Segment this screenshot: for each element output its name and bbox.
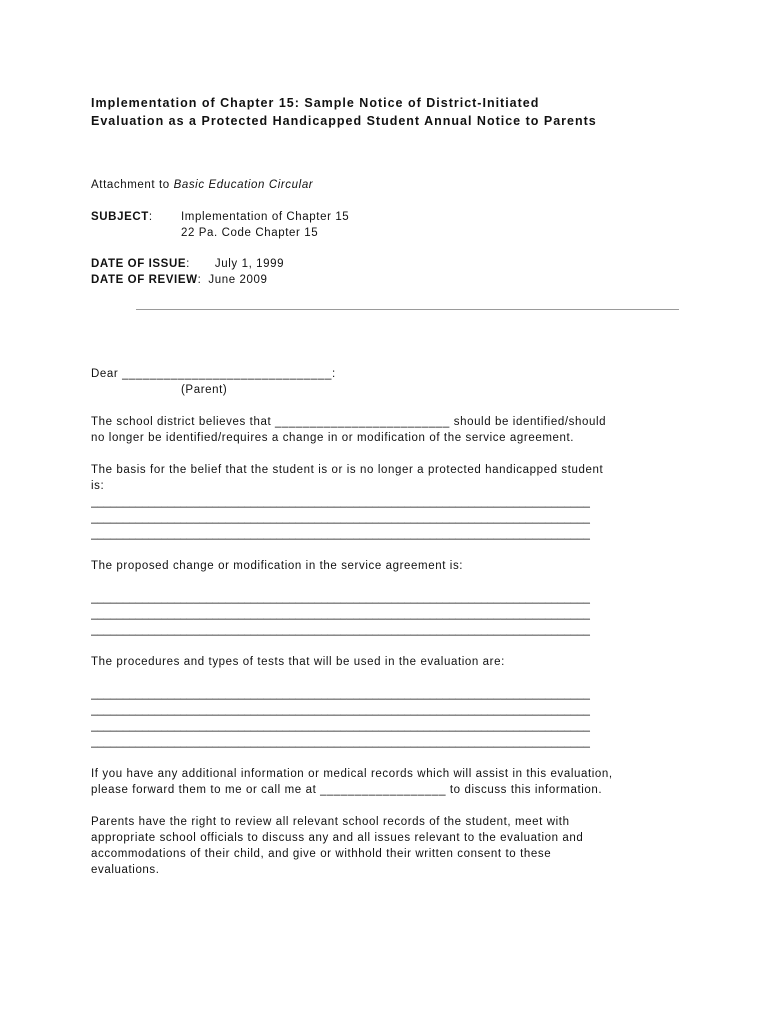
subject-values <box>181 209 349 241</box>
rights-line-4: evaluations. <box>91 864 160 876</box>
attachment-line <box>91 177 686 193</box>
salutation-block <box>91 366 686 398</box>
document-title <box>91 94 686 130</box>
date-of-review-row: DATE OF REVIEW: June 2009 <box>91 274 268 286</box>
rights-line-1: Parents have the right to review all relevant school records of the student, meet with <box>91 816 570 828</box>
subject-value-line-2: 22 Pa. Code Chapter 15 <box>181 227 319 239</box>
date-of-issue-row: DATE OF ISSUE: July 1, 1999 <box>91 258 285 270</box>
subject-value-line-1: Implementation of Chapter 15 <box>181 211 350 223</box>
blank-answer-line: ______________________________________________________________________________ <box>91 704 590 716</box>
blank-answer-line: ______________________________________________________________________________ <box>91 688 590 700</box>
rights-line-3: accommodations of their child, and give or withhold their written consent to these <box>91 848 552 860</box>
belief-line-2: no longer be identified/requires a change in or modification of the service agreement. <box>91 432 575 444</box>
proposed-change-heading: The proposed change or modification in the service agreement is: <box>91 560 464 572</box>
procedures-heading: The procedures and types of tests that will be used in the evaluation are: <box>91 656 505 668</box>
attachment-prefix: Attachment to <box>91 179 174 191</box>
subject-block <box>91 209 686 241</box>
parent-rights-paragraph <box>91 814 686 878</box>
blank-answer-line: ______________________________________________________________________________ <box>91 512 590 524</box>
section-divider <box>136 309 679 310</box>
belief-line-1: The school district believes that _________________________ should be identified/should <box>91 416 607 428</box>
document-page <box>91 94 686 878</box>
date-of-review-label: DATE OF REVIEW <box>91 274 198 286</box>
additional-info-line-2: please forward them to me or call me at __________________ to discuss this information. <box>91 784 603 796</box>
subject-label-wrap: SUBJECT: <box>91 211 153 223</box>
date-of-review-value: June 2009 <box>208 274 268 286</box>
salutation-line: Dear ______________________________: <box>91 368 336 380</box>
blank-answer-line: ______________________________________________________________________________ <box>91 496 590 508</box>
basis-line-2: is: <box>91 480 105 492</box>
procedures-answer-lines <box>91 686 686 750</box>
title-line-2: Evaluation as a Protected Handicapped Student Annual Notice to Parents <box>91 114 597 128</box>
rights-line-2: appropriate school officials to discuss any and all issues relevant to the evaluation and <box>91 832 584 844</box>
parent-caption: (Parent) <box>181 384 228 396</box>
procedures-section <box>91 654 686 750</box>
proposed-change-section <box>91 558 686 638</box>
dates-block <box>91 256 686 288</box>
additional-info-line-1: If you have any additional information or medical records which will assist in this evaluation, <box>91 768 613 780</box>
attachment-circular-name: Basic Education Circular <box>173 179 314 191</box>
blank-answer-line: ______________________________________________________________________________ <box>91 624 590 636</box>
blank-answer-line: ______________________________________________________________________________ <box>91 592 590 604</box>
basis-paragraph <box>91 462 686 542</box>
basis-answer-lines <box>91 494 686 542</box>
date-of-issue-value: July 1, 1999 <box>214 258 285 270</box>
title-line-1: Implementation of Chapter 15: Sample Notice of District-Initiated <box>91 96 540 110</box>
basis-line-1: The basis for the belief that the student is or is no longer a protected handicapped student <box>91 464 604 476</box>
date-of-issue-label: DATE OF ISSUE <box>91 258 187 270</box>
blank-answer-line: ______________________________________________________________________________ <box>91 720 590 732</box>
district-belief-paragraph <box>91 414 686 446</box>
additional-info-paragraph <box>91 766 686 798</box>
subject-label: SUBJECT <box>91 211 149 223</box>
blank-answer-line: ______________________________________________________________________________ <box>91 608 590 620</box>
proposed-change-answer-lines <box>91 590 686 638</box>
blank-answer-line: ______________________________________________________________________________ <box>91 528 590 540</box>
blank-answer-line: ______________________________________________________________________________ <box>91 736 590 748</box>
